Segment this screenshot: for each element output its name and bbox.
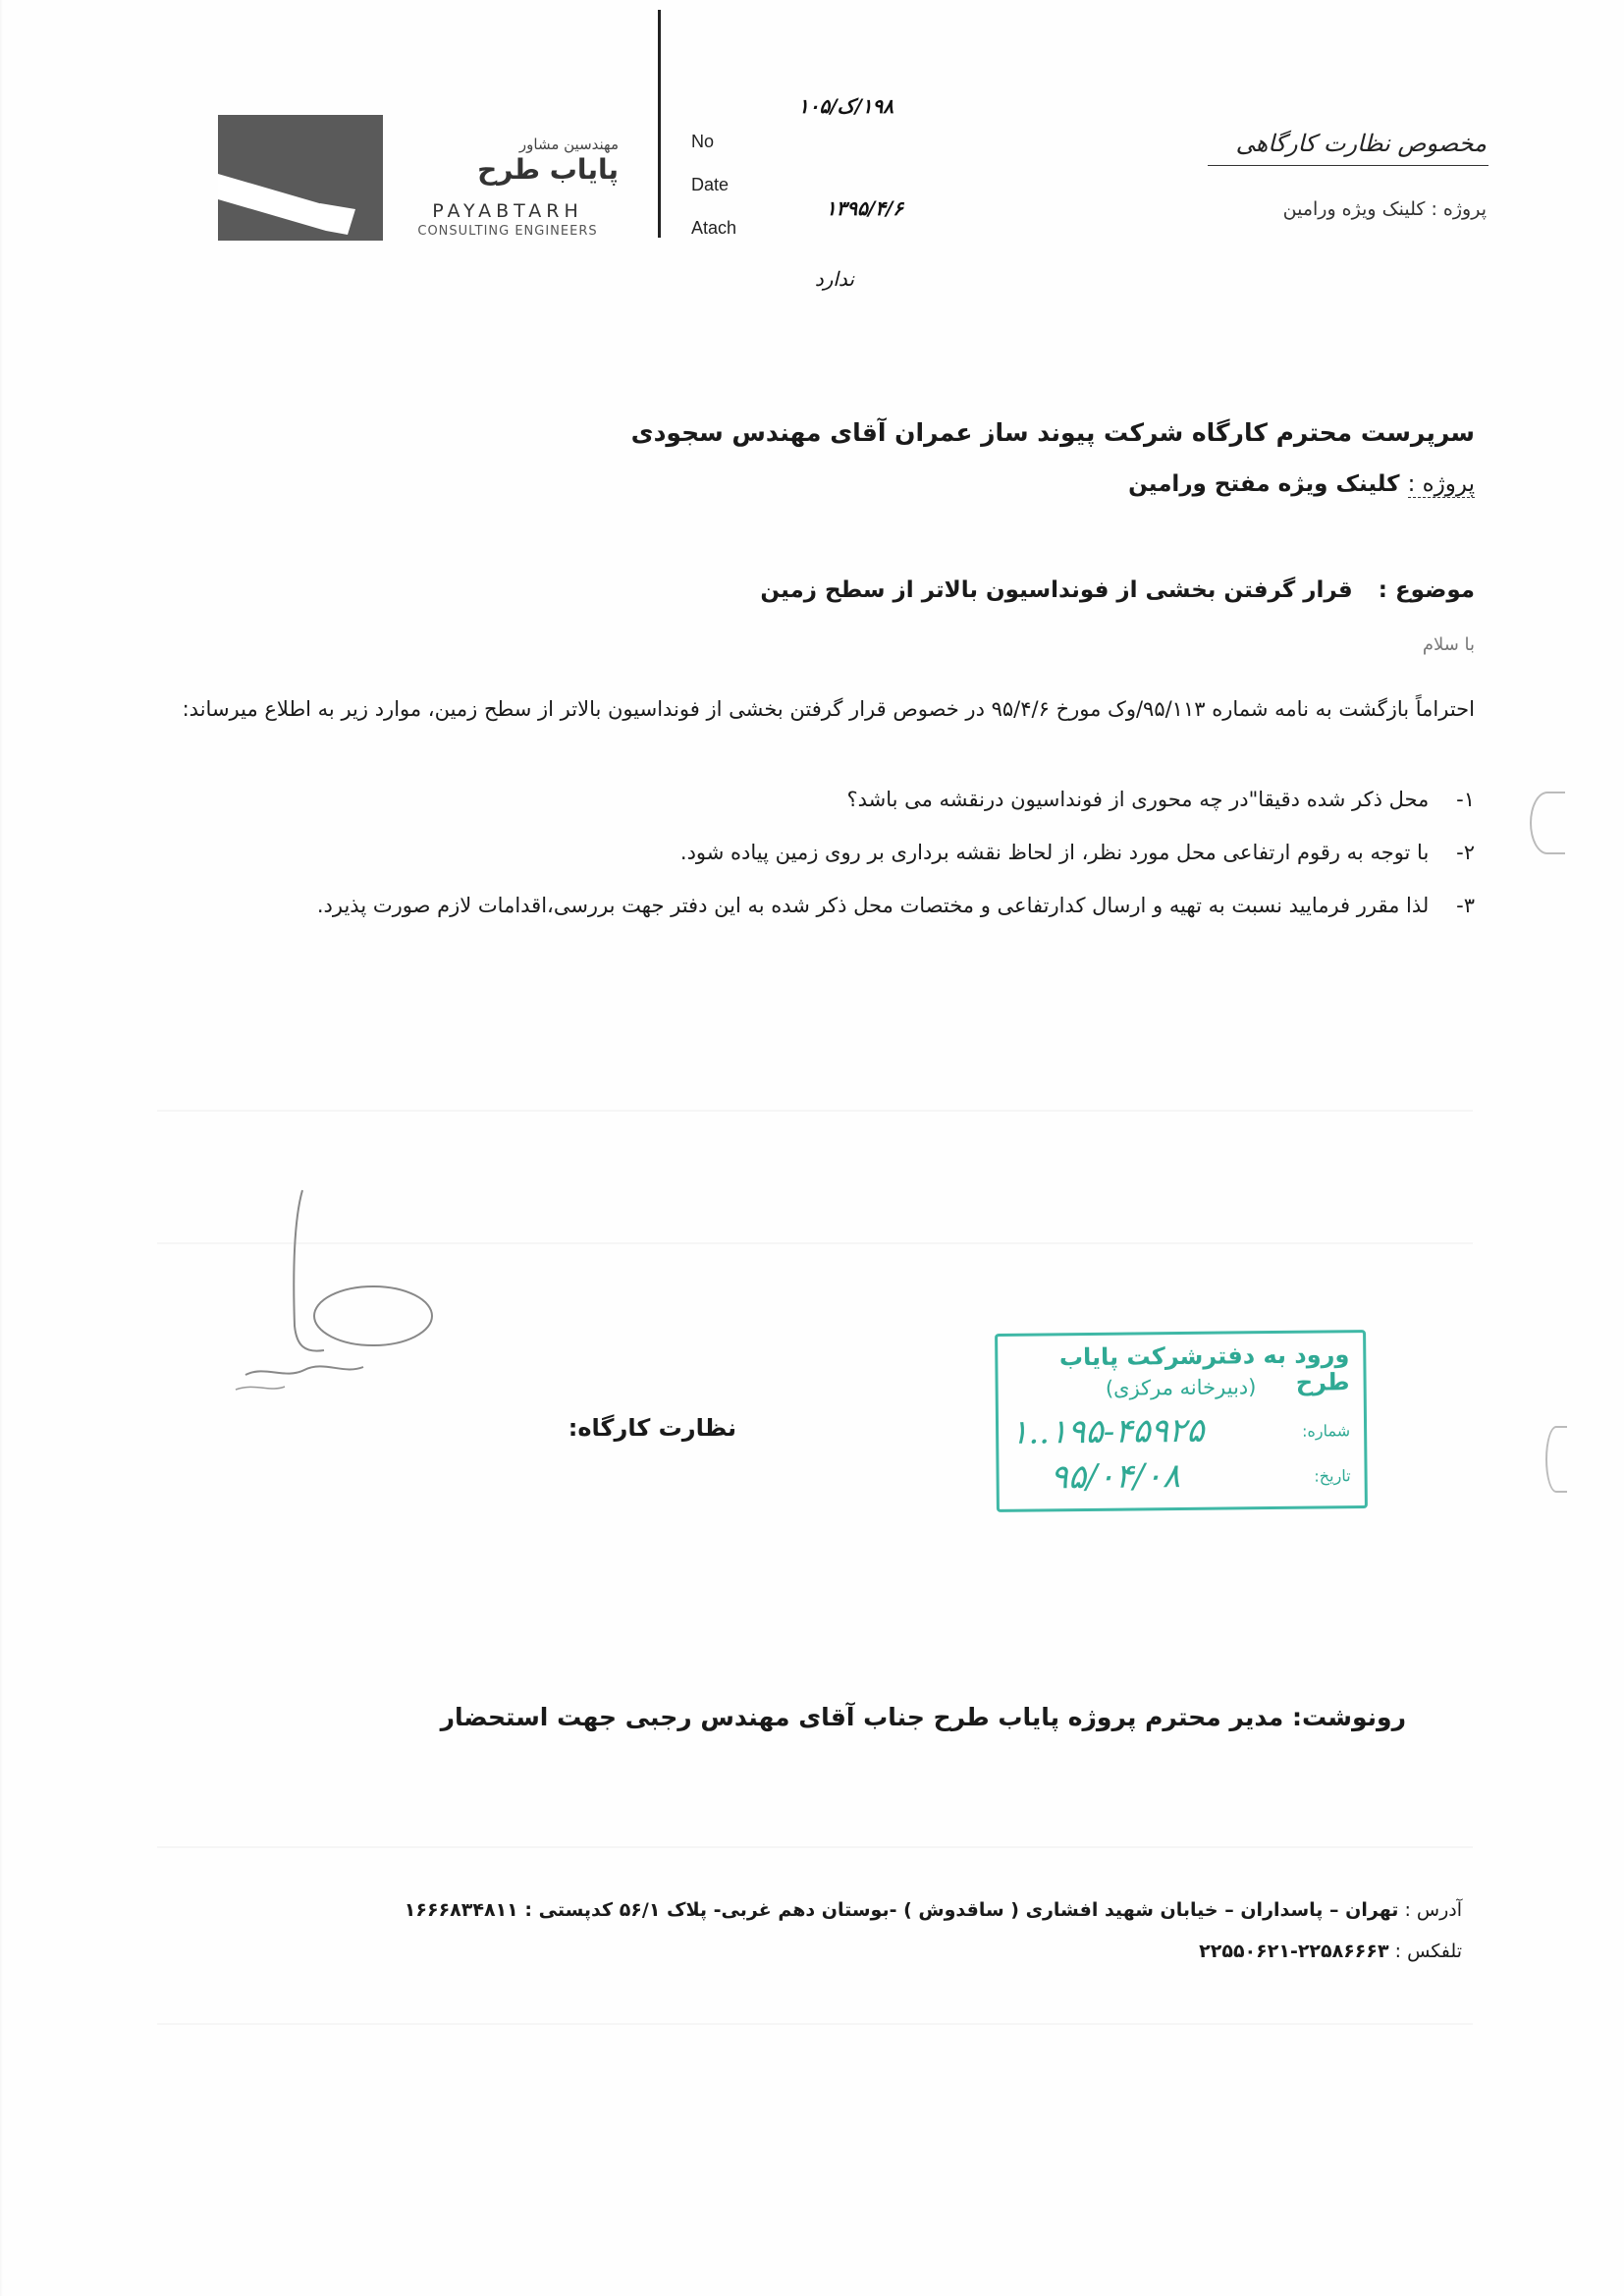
subject-value: قرار گرفتن بخشی از فونداسیون بالاتر از سطح زمین	[760, 577, 1353, 603]
project-line	[1128, 471, 1475, 497]
punch-hole	[1545, 1426, 1567, 1493]
company-logo	[218, 115, 383, 241]
addressee: سرپرست محترم کارگاه شرکت پیوند ساز عمران آقای مهندس سجودی	[630, 418, 1475, 447]
logo-english-name: PAYABTARH	[432, 200, 583, 222]
address-value: تهران – پاسداران – خیابان شهید افشاری ( ساقدوش ) -بوستان دهم غربی- پلاک ۵۶/۱ کدپستی : ۱۶۶۶۸۳۴۸۱۱	[404, 1899, 1399, 1921]
header-divider	[658, 10, 661, 238]
stamp-title: ورود به دفترشرکت پایاب طرح	[1058, 1340, 1350, 1396]
bleed-line	[157, 2023, 1473, 2025]
stamp-subtitle: (دبیرخانه مرکزی)	[1105, 1375, 1257, 1400]
list-item-text: لذا مقرر فرمایید نسبت به تهیه و ارسال کدارتفاعی و مختصات محل ذکر شده به این دفتر جهت بررسی،اقدامات لازم صورت پذیرد.	[316, 894, 1430, 917]
carbon-copy: رونوشت: مدیر محترم پروژه پایاب طرح جناب آقای مهندس رجبی جهت استحضار	[440, 1703, 1406, 1731]
handwritten-signature	[216, 1178, 452, 1434]
list-item-number: ۳-	[1456, 894, 1475, 917]
list-item	[139, 788, 1475, 811]
phone-value: ۲۲۵۸۶۶۶۳-۲۲۵۵۰۶۲۱	[1199, 1941, 1389, 1962]
list-item-number: ۲-	[1456, 841, 1475, 864]
logo-english-subtitle: CONSULTING ENGINEERS	[417, 224, 598, 239]
address-label: آدرس :	[1398, 1899, 1462, 1921]
list-item-text: محل ذکر شده دقیقا"در چه محوری از فونداسیون درنقشه می باشد؟	[846, 788, 1430, 811]
letter-date: ۱۳۹۵/۴/۶	[825, 196, 903, 220]
attachment-value: ندارد	[814, 267, 854, 291]
top-right-project: پروژه : کلینک ویژه ورامین	[1282, 198, 1487, 220]
stamp-date-label: تاریخ:	[1314, 1466, 1351, 1486]
attachment-label: Atach	[691, 218, 737, 238]
list-item	[139, 894, 1475, 917]
project-value: کلینک ویژه مفتح ورامین	[1128, 471, 1400, 497]
logo-persian-name: پایاب طرح	[477, 153, 619, 186]
list-item-text: با توجه به رقوم ارتفاعی محل مورد نظر، از لحاظ نقشه برداری بر روی زمین پیاده شود.	[679, 841, 1430, 864]
number-label: No	[691, 132, 715, 151]
phone-line	[1199, 1941, 1462, 1962]
letter-number: ۱۹۸/ک/۱۰۵	[798, 94, 893, 118]
subject-label: موضوع :	[1378, 577, 1475, 603]
list-item	[139, 841, 1475, 864]
phone-label: تلفکس :	[1388, 1941, 1462, 1962]
punch-hole	[1530, 792, 1565, 854]
body-paragraph: احتراماً بازگشت به نامه شماره ۹۵/۱۱۳/وک مورخ ۹۵/۴/۶ در خصوص قرار گرفتن بخشی از فونداسیون بالاتر از سطح زمین، موارد زیر به اطلاع میرساند:	[182, 697, 1475, 721]
bleed-line	[157, 1846, 1473, 1848]
receipt-stamp	[995, 1330, 1368, 1512]
stamp-date-value: ۹۵/۰۴/۰۸	[1050, 1456, 1181, 1498]
title-underline	[1208, 165, 1489, 166]
supervision-label: نظارت کارگاه:	[568, 1414, 736, 1442]
list-item-number: ۱-	[1456, 788, 1475, 811]
stamp-number-value: ۱..۱۹۵-۴۵۹۲۵	[1009, 1410, 1205, 1452]
logo-persian-subtitle: مهندسین مشاور	[518, 136, 619, 153]
address-line	[405, 1899, 1462, 1921]
subject-line	[760, 577, 1475, 603]
project-label: پروژه :	[1407, 471, 1475, 497]
stamp-number-label: شماره:	[1301, 1421, 1351, 1441]
date-label: Date	[691, 175, 730, 194]
top-right-title: مخصوص نظارت کارگاهی	[1235, 130, 1487, 157]
greeting: با سلام	[1422, 634, 1475, 655]
bleed-line	[157, 1110, 1473, 1112]
